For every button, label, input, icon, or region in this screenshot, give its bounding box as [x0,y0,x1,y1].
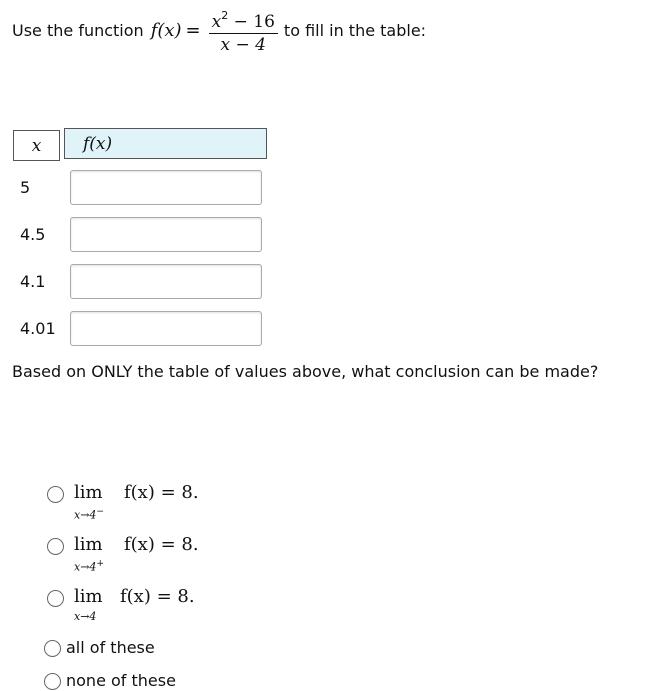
function-name: f(x) [150,19,182,41]
limit-operator: lim [74,586,103,607]
table-header-fx [64,128,267,159]
fx-column-label: f(x) [83,133,113,154]
option-label-all: all of these [66,638,155,657]
option-radio-left-limit[interactable] [47,486,64,503]
limit-direction: + [96,558,105,569]
fraction-numerator [209,6,278,34]
limit-expression: f(x) = 8. [124,482,199,503]
fx-input-4-01[interactable] [70,311,262,346]
option-radio-none[interactable] [44,673,61,690]
limit-operator: lim [74,482,103,503]
problem-statement [12,4,426,56]
question-text: Based on ONLY the table of values above, what conclusion can be made? [12,362,599,381]
option-radio-all[interactable] [44,640,61,657]
x-column-label: x [31,135,42,156]
limit-operator: lim [74,534,103,555]
limit-subscript [74,558,104,574]
row-x-value: 4.1 [20,272,46,291]
table-header-x [13,130,60,161]
fx-input-4-1[interactable] [70,264,262,299]
limit-direction: − [96,506,105,517]
fx-input-4-5[interactable] [70,217,262,252]
function-fraction [209,6,278,55]
limit-expression: f(x) = 8. [124,534,199,555]
row-x-value: 4.5 [20,225,46,244]
limit-expression: f(x) = 8. [120,586,195,607]
row-x-value: 4.01 [20,319,56,338]
limit-approach: x→4 [74,508,97,522]
limit-subscript: x→4 [74,610,97,623]
fx-input-5[interactable] [70,170,262,205]
limit-subscript [74,506,104,522]
limit-approach: x→4 [74,560,97,574]
option-label-none: none of these [66,671,176,690]
option-radio-right-limit[interactable] [47,538,64,555]
prompt-suffix: to fill in the table: [283,20,427,40]
prompt-prefix: Use the function [12,20,144,40]
option-radio-two-sided-limit[interactable] [47,590,64,607]
equals-sign: = [185,19,201,41]
row-x-value: 5 [20,178,31,197]
numerator-power: 2 [221,8,229,22]
fraction-denominator: x − 4 [220,34,267,55]
numerator-rest: − 16 [228,11,275,32]
numerator-variable: x [211,11,222,32]
